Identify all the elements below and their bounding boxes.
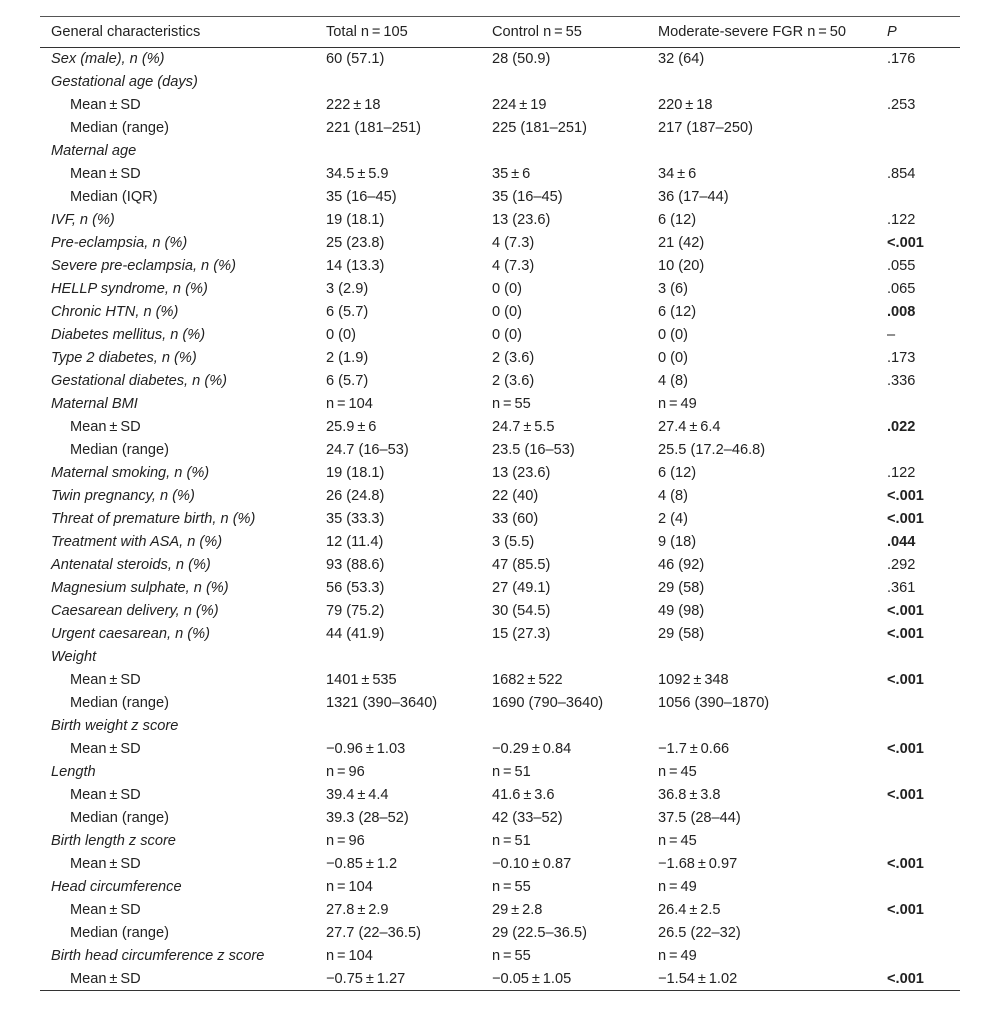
cell-p-value: .173 [887, 350, 916, 366]
cell-fgr: 2 (4) [658, 511, 689, 527]
cell-fgr: 34 ± 6 [658, 166, 697, 182]
table-row [40, 784, 960, 807]
cell-fgr [647, 140, 876, 163]
table-row [40, 439, 960, 462]
cell-p-value: .292 [887, 557, 916, 573]
table-row [40, 945, 960, 968]
table-row [40, 485, 960, 508]
cell-fgr: 36.8 ± 3.8 [658, 787, 721, 803]
cell-total: 26 (24.8) [326, 488, 385, 504]
table-row [40, 899, 960, 922]
cell-control: 15 (27.3) [492, 626, 551, 642]
cell-control: 35 (16–45) [492, 189, 563, 205]
cell-control: −0.05 ± 1.05 [481, 968, 647, 991]
cell-fgr: 4 (8) [658, 488, 689, 504]
cell-total: −0.85 ± 1.2 [326, 856, 398, 872]
cell-fgr: 6 (12) [658, 465, 697, 481]
header-characteristics: General characteristics [40, 17, 315, 48]
cell-total: 79 (75.2) [326, 603, 385, 619]
header-fgr: Moderate-severe FGR n = 50 [647, 17, 876, 48]
cell-total: n = 104 [326, 879, 373, 895]
cell-p-value: .253 [887, 97, 916, 113]
cell-total: −0.75 ± 1.27 [315, 968, 481, 991]
cell-control: 3 (5.5) [492, 534, 535, 550]
cell-characteristic: Urgent caesarean, n (%) [51, 626, 210, 642]
cell-characteristic: Median (range) [70, 810, 169, 826]
cell-total: 221 (181–251) [326, 120, 421, 136]
cell-control: 0 (0) [492, 281, 523, 297]
cell-fgr: 46 (92) [658, 557, 705, 573]
cell-control: 1682 ± 522 [492, 672, 563, 688]
cell-total: 35 (16–45) [326, 189, 397, 205]
cell-fgr: 9 (18) [658, 534, 697, 550]
header-total: Total n = 105 [315, 17, 481, 48]
header-control: Control n = 55 [481, 17, 647, 48]
cell-characteristic: Maternal BMI [51, 396, 138, 412]
cell-p-value [876, 439, 960, 462]
cell-characteristic: Birth head circumference z score [51, 948, 265, 964]
cell-fgr: 49 (98) [658, 603, 705, 619]
cell-control [481, 71, 647, 94]
cell-total: 0 (0) [326, 327, 357, 343]
cell-p-value [876, 186, 960, 209]
cell-total: 1321 (390–3640) [326, 695, 438, 711]
cell-characteristic: Magnesium sulphate, n (%) [51, 580, 229, 596]
cell-p-value: .022 [887, 419, 916, 435]
cell-total [315, 140, 481, 163]
cell-total: n = 104 [326, 948, 373, 964]
table-row [40, 347, 960, 370]
cell-fgr [647, 71, 876, 94]
cell-fgr: 27.4 ± 6.4 [658, 419, 721, 435]
characteristics-table [40, 16, 960, 991]
cell-control: 224 ± 19 [492, 97, 547, 113]
table-row [40, 669, 960, 692]
cell-p-value: .055 [887, 258, 916, 274]
table-row [40, 186, 960, 209]
cell-control: 27 (49.1) [492, 580, 551, 596]
table-row [40, 738, 960, 761]
cell-characteristic: Type 2 diabetes, n (%) [51, 350, 197, 366]
cell-total [315, 646, 481, 669]
cell-fgr: 6 (12) [658, 212, 697, 228]
cell-control: 24.7 ± 5.5 [492, 419, 555, 435]
cell-p-value [876, 922, 960, 945]
table-row [40, 71, 960, 94]
cell-p-value [876, 715, 960, 738]
cell-characteristic: Weight [51, 649, 97, 665]
cell-control: 4 (7.3) [492, 235, 535, 251]
cell-total: 34.5 ± 5.9 [326, 166, 389, 182]
cell-total: 93 (88.6) [326, 557, 385, 573]
cell-fgr: 0 (0) [658, 350, 689, 366]
cell-total: 12 (11.4) [326, 534, 384, 550]
cell-total: n = 96 [326, 764, 365, 780]
cell-control: 2 (3.6) [492, 373, 535, 389]
table-row [40, 508, 960, 531]
table-row [40, 117, 960, 140]
cell-fgr: 10 (20) [658, 258, 705, 274]
header-row [40, 17, 960, 48]
cell-fgr: 1056 (390–1870) [658, 695, 770, 711]
cell-total: 60 (57.1) [326, 51, 385, 68]
cell-control: 23.5 (16–53) [492, 442, 575, 458]
cell-control: 33 (60) [492, 511, 539, 527]
cell-total: 27.8 ± 2.9 [326, 902, 389, 918]
cell-p-value: <.001 [887, 626, 924, 642]
cell-p-value: <.001 [887, 787, 924, 803]
table-header [40, 17, 960, 48]
table-row [40, 692, 960, 715]
cell-characteristic: IVF, n (%) [51, 212, 115, 228]
table-row [40, 761, 960, 784]
cell-characteristic: Gestational diabetes, n (%) [51, 373, 228, 389]
cell-fgr: n = 45 [658, 833, 697, 849]
cell-p-value [876, 692, 960, 715]
cell-characteristic: Mean ± SD [40, 968, 315, 991]
cell-characteristic: Gestational age (days) [51, 74, 198, 90]
table-row [40, 876, 960, 899]
cell-control [481, 646, 647, 669]
cell-total: 3 (2.9) [326, 281, 369, 297]
cell-control [481, 715, 647, 738]
cell-fgr: 29 (58) [658, 580, 705, 596]
table-row [40, 830, 960, 853]
cell-characteristic: Maternal smoking, n (%) [51, 465, 210, 481]
table-row [40, 554, 960, 577]
cell-characteristic: HELLP syndrome, n (%) [51, 281, 208, 297]
cell-characteristic: Median (range) [70, 442, 169, 458]
cell-fgr: 1092 ± 348 [658, 672, 729, 688]
cell-characteristic: Chronic HTN, n (%) [51, 304, 179, 320]
cell-fgr: 220 ± 18 [658, 97, 713, 113]
cell-fgr: n = 49 [658, 396, 697, 412]
cell-p-value: .065 [887, 281, 916, 297]
cell-total: n = 104 [326, 396, 373, 412]
cell-fgr: 0 (0) [658, 327, 689, 343]
cell-characteristic: Pre-eclampsia, n (%) [51, 235, 188, 251]
cell-p-value [876, 830, 960, 853]
cell-p-value: <.001 [887, 235, 924, 251]
cell-p-value [876, 117, 960, 140]
cell-total: 24.7 (16–53) [326, 442, 409, 458]
cell-p-value: .854 [887, 166, 916, 182]
cell-total: −0.96 ± 1.03 [326, 741, 406, 757]
cell-characteristic: Mean ± SD [70, 97, 141, 113]
cell-fgr [647, 715, 876, 738]
cell-fgr: 21 (42) [658, 235, 705, 251]
cell-p-value: <.001 [887, 856, 924, 872]
table-row [40, 968, 960, 991]
cell-p-value: <.001 [887, 488, 924, 504]
header-p-value: P [876, 17, 960, 48]
cell-characteristic: Birth length z score [51, 833, 176, 849]
table-row [40, 715, 960, 738]
cell-p-value [876, 140, 960, 163]
cell-total: 35 (33.3) [326, 511, 385, 527]
cell-total: 19 (18.1) [326, 212, 385, 228]
cell-p-value: <.001 [887, 902, 924, 918]
cell-p-value: <.001 [887, 741, 924, 757]
cell-total: 39.4 ± 4.4 [326, 787, 389, 803]
cell-characteristic: Caesarean delivery, n (%) [51, 603, 219, 619]
cell-total: 222 ± 18 [326, 97, 381, 113]
characteristics-table-container [40, 16, 960, 991]
cell-total: 2 (1.9) [326, 350, 369, 366]
table-row [40, 94, 960, 117]
table-row [40, 577, 960, 600]
table-row [40, 232, 960, 255]
cell-fgr: −1.7 ± 0.66 [658, 741, 730, 757]
cell-control: 47 (85.5) [492, 557, 551, 573]
cell-fgr: 3 (6) [658, 281, 689, 297]
cell-characteristic: Twin pregnancy, n (%) [51, 488, 195, 504]
cell-p-value: – [887, 327, 896, 343]
cell-fgr: 6 (12) [658, 304, 697, 320]
table-row [40, 48, 960, 71]
table-body [40, 48, 960, 991]
cell-p-value: .122 [887, 212, 916, 228]
cell-total: 14 (13.3) [326, 258, 385, 274]
cell-characteristic: Mean ± SD [70, 166, 141, 182]
table-row [40, 209, 960, 232]
cell-p-value: .336 [887, 373, 916, 389]
cell-fgr: 4 (8) [658, 373, 689, 389]
table-row [40, 646, 960, 669]
cell-characteristic: Median (range) [70, 925, 169, 941]
table-row [40, 140, 960, 163]
cell-control: 1690 (790–3640) [492, 695, 604, 711]
table-row [40, 853, 960, 876]
cell-characteristic: Mean ± SD [70, 856, 141, 872]
cell-characteristic: Antenatal steroids, n (%) [51, 557, 211, 573]
cell-p-value: .361 [887, 580, 916, 596]
cell-control: n = 55 [492, 948, 531, 964]
cell-total: 44 (41.9) [326, 626, 385, 642]
cell-control: 225 (181–251) [492, 120, 587, 136]
cell-characteristic: Mean ± SD [70, 902, 141, 918]
table-row [40, 255, 960, 278]
cell-characteristic: Median (IQR) [70, 189, 158, 205]
cell-control: n = 55 [492, 879, 531, 895]
cell-characteristic: Treatment with ASA, n (%) [51, 534, 223, 550]
cell-p-value [876, 945, 960, 968]
cell-total [315, 715, 481, 738]
cell-p-value [876, 71, 960, 94]
cell-total: 25 (23.8) [326, 235, 385, 251]
cell-p-value [876, 761, 960, 784]
cell-control: 2 (3.6) [492, 350, 535, 366]
cell-control: 41.6 ± 3.6 [492, 787, 555, 803]
table-row [40, 163, 960, 186]
cell-total: 25.9 ± 6 [326, 419, 377, 435]
cell-control: 13 (23.6) [492, 465, 551, 481]
cell-p-value: <.001 [887, 511, 924, 527]
cell-characteristic: Threat of premature birth, n (%) [51, 511, 256, 527]
cell-control: n = 55 [492, 396, 531, 412]
cell-fgr: n = 49 [658, 879, 697, 895]
cell-p-value: .122 [887, 465, 916, 481]
cell-p-value [876, 646, 960, 669]
cell-fgr: n = 45 [658, 764, 697, 780]
cell-total [315, 71, 481, 94]
table-row [40, 370, 960, 393]
cell-p-value: <.001 [876, 968, 960, 991]
table-row [40, 807, 960, 830]
cell-characteristic: Mean ± SD [70, 787, 141, 803]
cell-control: 35 ± 6 [492, 166, 531, 182]
cell-total: 1401 ± 535 [326, 672, 397, 688]
table-row [40, 324, 960, 347]
cell-characteristic: Median (range) [70, 120, 169, 136]
cell-total: 27.7 (22–36.5) [326, 925, 421, 941]
cell-fgr: −1.54 ± 1.02 [647, 968, 876, 991]
cell-fgr: 32 (64) [658, 51, 705, 68]
table-row [40, 922, 960, 945]
cell-p-value: .176 [887, 51, 916, 68]
cell-control: 22 (40) [492, 488, 539, 504]
cell-characteristic: Median (range) [70, 695, 169, 711]
table-row [40, 393, 960, 416]
cell-total: 56 (53.3) [326, 580, 385, 596]
cell-characteristic: Sex (male), n (%) [51, 51, 165, 68]
cell-p-value: <.001 [887, 672, 924, 688]
cell-p-value: .008 [887, 304, 916, 320]
table-row [40, 623, 960, 646]
cell-p-value: <.001 [887, 603, 924, 619]
table-row [40, 600, 960, 623]
cell-total: 6 (5.7) [326, 304, 369, 320]
cell-control [481, 140, 647, 163]
cell-fgr: 26.5 (22–32) [658, 925, 741, 941]
cell-p-value [876, 807, 960, 830]
cell-characteristic: Mean ± SD [70, 741, 141, 757]
table-row [40, 301, 960, 324]
cell-total: 19 (18.1) [326, 465, 385, 481]
cell-control: n = 51 [492, 833, 531, 849]
cell-p-value [876, 393, 960, 416]
cell-control: 0 (0) [492, 304, 523, 320]
cell-p-value: .044 [887, 534, 916, 550]
cell-fgr: n = 49 [658, 948, 697, 964]
cell-control: −0.29 ± 0.84 [492, 741, 572, 757]
cell-fgr: 36 (17–44) [658, 189, 729, 205]
cell-characteristic: Mean ± SD [70, 672, 141, 688]
cell-characteristic: Severe pre-eclampsia, n (%) [51, 258, 236, 274]
cell-characteristic: Mean ± SD [70, 419, 141, 435]
cell-control: 28 (50.9) [492, 51, 551, 68]
table-row [40, 462, 960, 485]
cell-control: 30 (54.5) [492, 603, 551, 619]
cell-total: n = 96 [326, 833, 365, 849]
cell-characteristic: Maternal age [51, 143, 137, 159]
cell-control: 4 (7.3) [492, 258, 535, 274]
cell-fgr: 37.5 (28–44) [658, 810, 741, 826]
cell-total: 6 (5.7) [326, 373, 369, 389]
cell-fgr [647, 646, 876, 669]
cell-total: 39.3 (28–52) [326, 810, 409, 826]
cell-p-value [876, 876, 960, 899]
cell-characteristic: Head circumference [51, 879, 182, 895]
cell-characteristic: Birth weight z score [51, 718, 179, 734]
cell-fgr: 217 (187–250) [658, 120, 753, 136]
cell-fgr: −1.68 ± 0.97 [658, 856, 738, 872]
cell-control: 29 ± 2.8 [492, 902, 543, 918]
cell-fgr: 26.4 ± 2.5 [658, 902, 721, 918]
cell-fgr: 29 (58) [658, 626, 705, 642]
cell-characteristic: Length [51, 764, 96, 780]
cell-fgr: 25.5 (17.2–46.8) [658, 442, 766, 458]
cell-control: 42 (33–52) [492, 810, 563, 826]
table-row [40, 278, 960, 301]
cell-control: 29 (22.5–36.5) [492, 925, 587, 941]
table-row [40, 416, 960, 439]
cell-control: 13 (23.6) [492, 212, 551, 228]
cell-control: −0.10 ± 0.87 [492, 856, 572, 872]
cell-control: n = 51 [492, 764, 531, 780]
cell-control: 0 (0) [492, 327, 523, 343]
table-row [40, 531, 960, 554]
cell-characteristic: Diabetes mellitus, n (%) [51, 327, 206, 343]
